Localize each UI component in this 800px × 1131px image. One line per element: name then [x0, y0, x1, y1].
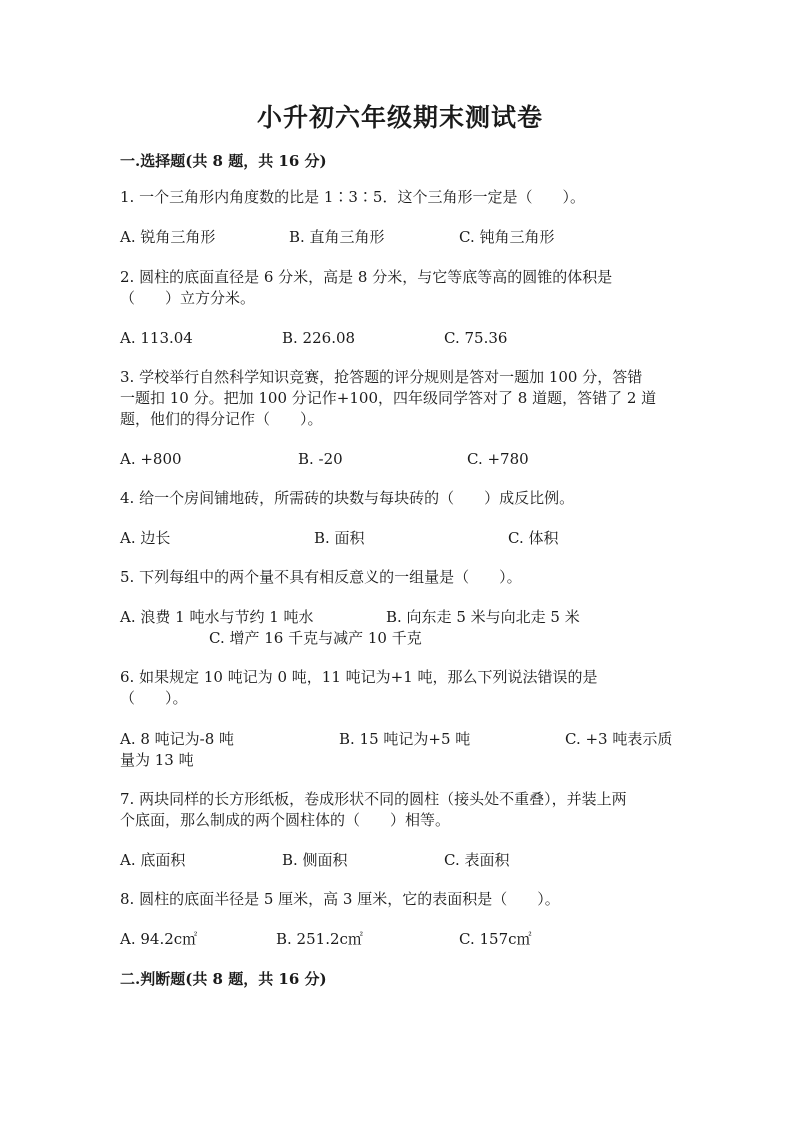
question-1-option-b: B. 直角三角形	[289, 228, 385, 246]
question-1-option-a: A. 锐角三角形	[120, 228, 216, 246]
question-7-option-b: B. 侧面积	[282, 851, 348, 869]
question-8-option-b: B. 251.2c㎡	[276, 930, 363, 948]
question-1-text: 1. 一个三角形内角度数的比是 1∶3∶5．这个三角形一定是（ ）。	[120, 188, 585, 206]
question-3-text-line-1: 3. 学校举行自然科学知识竞赛，抢答题的评分规则是答对一题加 100 分，答错	[120, 368, 643, 386]
question-6-text-line-1: 6. 如果规定 10 吨记为 0 吨，11 吨记为+1 吨，那么下列说法错误的是	[120, 668, 598, 686]
section-heading-choice: 一.选择题(共 8 题，共 16 分)	[120, 152, 327, 170]
question-6-option-c-continued: 量为 13 吨	[120, 751, 194, 769]
question-3-option-c: C. +780	[467, 450, 529, 468]
question-8-option-a: A. 94.2c㎡	[120, 930, 198, 948]
question-7-option-a: A. 底面积	[120, 851, 186, 869]
question-5-option-a: A. 浪费 1 吨水与节约 1 吨水	[120, 608, 314, 626]
question-2-option-a: A. 113.04	[120, 329, 193, 347]
question-4-text: 4. 给一个房间铺地砖，所需砖的块数与每块砖的（ ）成反比例。	[120, 489, 575, 507]
question-2-option-b: B. 226.08	[282, 329, 356, 347]
question-6-text-line-2: （ ）。	[120, 689, 188, 707]
question-5-option-c: C. 增产 16 千克与减产 10 千克	[209, 629, 422, 647]
question-8-text: 8. 圆柱的底面半径是 5 厘米，高 3 厘米，它的表面积是（ ）。	[120, 890, 560, 908]
question-2-text-line-2: （ ）立方分米。	[120, 289, 256, 307]
question-4-option-c: C. 体积	[508, 529, 559, 547]
question-5-option-b: B. 向东走 5 米与向北走 5 米	[386, 608, 580, 626]
question-6-option-a: A. 8 吨记为-8 吨	[120, 730, 235, 748]
question-2-text-line-1: 2. 圆柱的底面直径是 6 分米，高是 8 分米，与它等底等高的圆锥的体积是	[120, 268, 613, 286]
question-1-option-c: C. 钝角三角形	[459, 228, 555, 246]
question-7-text-line-2: 个底面，那么制成的两个圆柱体的（ ）相等。	[120, 811, 451, 829]
question-7-option-c: C. 表面积	[444, 851, 510, 869]
question-8-option-c: C. 157c㎡	[459, 930, 532, 948]
question-4-option-a: A. 边长	[120, 529, 171, 547]
section-heading-judgment: 二.判断题(共 8 题，共 16 分)	[120, 970, 327, 988]
question-3-option-b: B. -20	[298, 450, 343, 468]
question-3-text-line-2: 一题扣 10 分。把加 100 分记作+100，四年级同学答对了 8 道题，答错了 2 道	[120, 389, 657, 407]
page-title: 小升初六年级期末测试卷	[256, 103, 543, 132]
question-6-option-b: B. 15 吨记为+5 吨	[339, 730, 471, 748]
question-3-option-a: A. +800	[120, 450, 182, 468]
question-5-text: 5. 下列每组中的两个量不具有相反意义的一组量是（ ）。	[120, 568, 522, 586]
question-6-option-c: C. +3 吨表示质	[565, 730, 673, 748]
question-2-option-c: C. 75.36	[444, 329, 508, 347]
question-4-option-b: B. 面积	[314, 529, 365, 547]
question-3-text-line-3: 题，他们的得分记作（ ）。	[120, 410, 323, 428]
question-7-text-line-1: 7. 两块同样的长方形纸板，卷成形状不同的圆柱（接头处不重叠），并装上两	[120, 790, 627, 808]
